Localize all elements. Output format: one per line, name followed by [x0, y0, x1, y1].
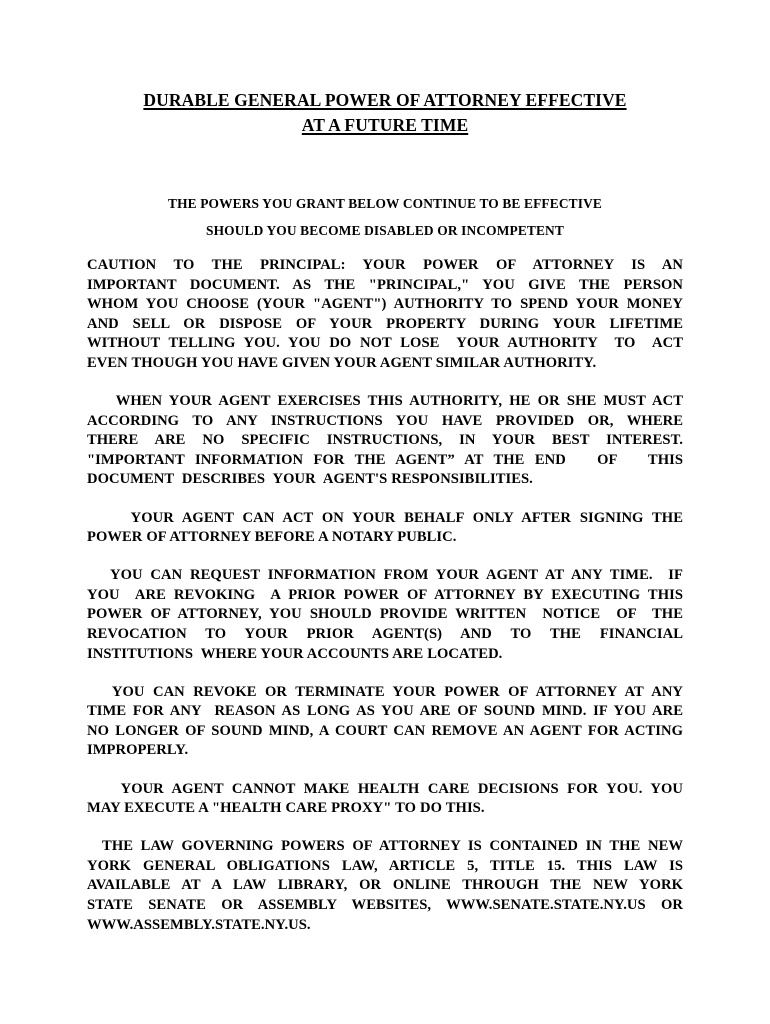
page-title-line-2: AT A FUTURE TIME — [301, 115, 469, 135]
paragraph-line: NO LONGER OF SOUND MIND, A COURT CAN REMOVE AN AGENT FOR ACTING — [87, 722, 683, 739]
paragraph-line: WWW.ASSEMBLY.STATE.NY.US. — [87, 916, 311, 933]
paragraph-line: YOUR AGENT CAN ACT ON YOUR BEHALF ONLY AFTER SIGNING THE — [87, 509, 683, 526]
document-body — [87, 256, 683, 935]
paragraph-line: IMPORTANT DOCUMENT. AS THE "PRINCIPAL," YOU GIVE THE PERSON — [87, 276, 683, 293]
page-title — [87, 88, 683, 138]
paragraph-health-care-decisions — [87, 780, 683, 819]
paragraph-line: AVAILABLE AT A LAW LIBRARY, OR ONLINE THROUGH THE NEW YORK — [87, 877, 683, 894]
paragraph-line: YOU CAN REVOKE OR TERMINATE YOUR POWER OF ATTORNEY AT ANY — [87, 683, 683, 700]
paragraph-line: YOUR AGENT CANNOT MAKE HEALTH CARE DECISIONS FOR YOU. YOU — [87, 780, 683, 797]
paragraph-line: WHOM YOU CHOOSE (YOUR "AGENT") AUTHORITY TO SPEND YOUR MONEY — [87, 296, 683, 313]
paragraph-line: IMPROPERLY. — [87, 742, 189, 759]
paragraph-line: EVEN THOUGH YOU HAVE GIVEN YOUR AGENT SIMILAR AUTHORITY. — [87, 354, 597, 371]
paragraph-line: THE LAW GOVERNING POWERS OF ATTORNEY IS CONTAINED IN THE NEW — [87, 838, 683, 855]
paragraph-line: POWER OF ATTORNEY BEFORE A NOTARY PUBLIC. — [87, 529, 457, 546]
document-subtitle-block — [87, 190, 683, 244]
paragraph-line: CAUTION TO THE PRINCIPAL: YOUR POWER OF ATTORNEY IS AN — [87, 257, 683, 273]
paragraph-line: MAY EXECUTE A "HEALTH CARE PROXY" TO DO THIS. — [87, 800, 485, 817]
subtitle-line-2: SHOULD YOU BECOME DISABLED OR INCOMPETENT — [206, 223, 564, 238]
paragraph-line: ACCORDING TO ANY INSTRUCTIONS YOU HAVE PROVIDED OR, WHERE — [87, 412, 683, 429]
paragraph-line: TIME FOR ANY REASON AS LONG AS YOU ARE OF SOUND MIND. IF YOU ARE — [87, 703, 683, 720]
paragraph-line: THERE ARE NO SPECIFIC INSTRUCTIONS, IN YOUR BEST INTEREST. — [87, 432, 683, 449]
paragraph-line: STATE SENATE OR ASSEMBLY WEBSITES, WWW.SENATE.STATE.NY.US OR — [87, 897, 683, 914]
subtitle-line-1: THE POWERS YOU GRANT BELOW CONTINUE TO BE EFFECTIVE — [167, 196, 602, 211]
paragraph-caution-to-the-principal — [87, 256, 683, 374]
paragraph-line: YORK GENERAL OBLIGATIONS LAW, ARTICLE 5, TITLE 15. THIS LAW IS — [87, 857, 683, 874]
paragraph-line: REVOCATION TO YOUR PRIOR AGENT(S) AND TO THE FINANCIAL — [87, 626, 683, 642]
paragraph-law-governing-powers-of-attorney — [87, 837, 683, 935]
paragraph-line: YOU CAN REQUEST INFORMATION FROM YOUR AGENT AT ANY TIME. IF — [87, 567, 683, 584]
paragraph-request-information-revocation — [87, 566, 683, 664]
page-title-line-1: DURABLE GENERAL POWER OF ATTORNEY EFFECTIVE — [143, 90, 627, 110]
paragraph-agent-exercises-authority — [87, 392, 683, 490]
paragraph-line: INSTITUTIONS WHERE YOUR ACCOUNTS ARE LOCATED. — [87, 645, 503, 662]
paragraph-line: DOCUMENT DESCRIBES YOUR AGENT'S RESPONSIBILITIES. — [87, 471, 533, 488]
paragraph-line: YOU ARE REVOKING A PRIOR POWER OF ATTORNEY BY EXECUTING THIS — [87, 586, 683, 603]
paragraph-revoke-or-terminate — [87, 683, 683, 761]
paragraph-line: AND SELL OR DISPOSE OF YOUR PROPERTY DURING YOUR LIFETIME — [87, 315, 683, 332]
paragraph-line: WHEN YOUR AGENT EXERCISES THIS AUTHORITY, HE OR SHE MUST ACT — [87, 393, 683, 410]
paragraph-line: "IMPORTANT INFORMATION FOR THE AGENT” AT THE END OF THIS — [87, 451, 683, 468]
paragraph-agent-can-act-after-signing — [87, 509, 683, 548]
paragraph-line: WITHOUT TELLING YOU. YOU DO NOT LOSE YOUR AUTHORITY TO ACT — [87, 335, 683, 352]
document-title-block — [87, 88, 683, 138]
paragraph-line: POWER OF ATTORNEY, YOU SHOULD PROVIDE WRITTEN NOTICE OF THE — [87, 606, 683, 623]
